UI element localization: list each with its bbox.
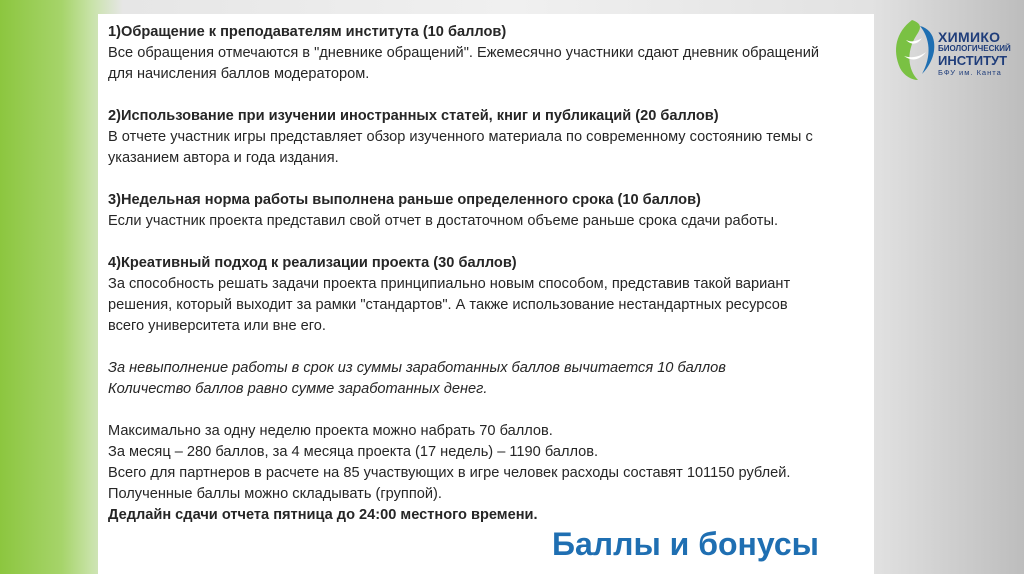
section-text-line: В отчете участник игры представляет обзор изученного материала по современному состоянию темы с — [108, 129, 813, 145]
logo-line-2: БИОЛОГИЧЕСКИЙ — [938, 44, 1011, 53]
logo-line-1: ХИМИКО — [938, 29, 1001, 45]
section-heading: 1)Обращение к преподавателям института (10 баллов) — [108, 24, 507, 40]
section-text-line: решения, который выходит за рамки "стандартов". А также использование нестандартных ресурсов — [108, 297, 788, 313]
section-text-line: За способность решать задачи проекта принципиально новым способом, представив такой вариант — [108, 276, 791, 292]
section-2 — [108, 106, 868, 169]
logo-line-3: ИНСТИТУТ — [938, 53, 1008, 68]
section-heading: 4)Креативный подход к реализации проекта (30 баллов) — [108, 255, 517, 271]
slide-content — [108, 22, 868, 526]
section-4 — [108, 253, 868, 337]
section-text-line: Все обращения отмечаются в "дневнике обращений". Ежемесячно участники сдают дневник обращений — [108, 45, 819, 61]
summary-block — [108, 421, 868, 526]
section-heading: 3)Недельная норма работы выполнена раньше определенного срока (10 баллов) — [108, 192, 701, 208]
penalty-notes — [108, 358, 868, 400]
summary-line: За месяц – 280 баллов, за 4 месяца проекта (17 недель) – 1190 баллов. — [108, 444, 599, 460]
section-heading: 2)Использование при изучении иностранных статей, книг и публикаций (20 баллов) — [108, 108, 719, 124]
logo-text — [938, 30, 1011, 77]
deadline-line: Дедлайн сдачи отчета пятница до 24:00 местного времени. — [108, 507, 538, 523]
logo-emblem-icon — [886, 16, 940, 82]
summary-line: Максимально за одну неделю проекта можно набрать 70 баллов. — [108, 423, 553, 439]
section-text-line: Если участник проекта представил свой отчет в достаточном объеме раньше срока сдачи работы. — [108, 213, 779, 229]
section-3 — [108, 190, 868, 232]
italic-note: Количество баллов равно сумме заработанных денег. — [108, 381, 488, 397]
section-text-line: указанием автора и года издания. — [108, 150, 339, 166]
section-text-line: всего университета или вне его. — [108, 318, 326, 334]
section-text-line: для начисления баллов модератором. — [108, 66, 370, 82]
italic-note: За невыполнение работы в срок из суммы заработанных баллов вычитается 10 баллов — [108, 360, 726, 376]
section-1 — [108, 22, 868, 85]
summary-line: Всего для партнеров в расчете на 85 участвующих в игре человек расходы составят 101150 рублей. — [108, 465, 791, 481]
logo-line-4: БФУ им. Канта — [938, 68, 1002, 77]
summary-line: Полученные баллы можно складывать (группой). — [108, 486, 442, 502]
slide-title: Баллы и бонусы — [552, 526, 819, 562]
